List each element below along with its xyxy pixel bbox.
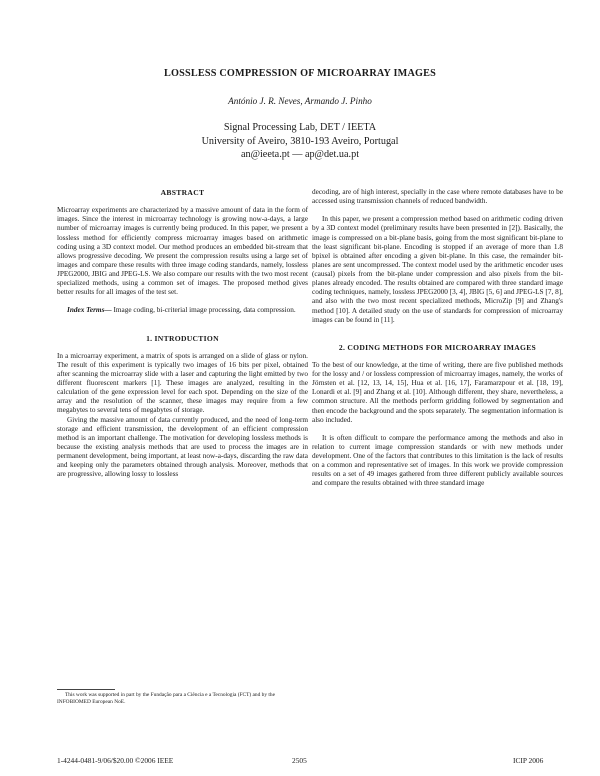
paper-title: LOSSLESS COMPRESSION OF MICROARRAY IMAGES bbox=[164, 68, 436, 79]
introduction-heading: 1. INTRODUCTION bbox=[146, 333, 219, 343]
affiliation-block bbox=[0, 121, 600, 162]
affiliation-emails: an@ieeta.pt — ap@det.ua.pt bbox=[240, 149, 360, 160]
footer-copyright: 1-4244-0481-9/06/$20.00 ©2006 IEEE bbox=[57, 756, 174, 765]
intro-paragraph-1: In a microarray experiment, a matrix of spots is arranged on a slide of glass or nylon. The result of this experiment is typically two images of 16 bits per pixel, obtained after scanning the microarray slide with a laser and capturing the light emitted by two different fluorescent markers [1]. These images are analyzed, resulting in the calculation of the gene expression level for each spot. Depending on the size of the array and the resolution of the scanner, these images may require from a few megabytes to several tens of megabytes of storage. bbox=[57, 351, 308, 415]
affiliation-university: University of Aveiro, 3810-193 Aveiro, Portugal bbox=[201, 135, 399, 147]
abstract-heading: ABSTRACT bbox=[160, 188, 205, 197]
section-2-heading: 2. CODING METHODS FOR MICROARRAY IMAGES bbox=[338, 342, 537, 352]
right-paragraph-0: decoding, are of high interest, specially in the case where remote databases have to be accessed using transmission channels of reduced bandwidth. bbox=[312, 188, 563, 206]
index-terms-text: Image coding, bi-criterial image processing, data compression. bbox=[111, 306, 296, 315]
abstract-text: Microarray experiments are characterized by a massive amount of data in the form of images. Since the interest in microarray technology is growing now-a-days, a large number of microarray images is currently being produced. In this paper, we present a lossless method for efficiently compress microarray images based on arithmetic coding using a 3D context model. Our method produces an embedded bit-stream that allows progressive decoding. We present the compression results using a large set of images and compare these results with three image coding standards, namely, lossless JPEG2000, JBIG and JPEG-LS. We also compare our results with the two most recent specialized methods, using a common set of images. The proposed method gives better results for all images of the test set. bbox=[57, 206, 308, 297]
right-paragraph-1: In this paper, we present a compression method based on arithmetic coding driven by a 3D context model (preliminary results have been presented in [2]). Basically, the image is compressed on a bit-plane basis, going from the most significant bit-plane to the least significant bit-plane. Encoding is stopped if an average of more than 1.8 bpixel is obtained after encoding a given bit-plane. In this case, the remainder bit-planes are sent uncompressed. The context model used by the arithmetic encoder uses (causal) pixels from the bit-plane under compression and also pixels from the bit-planes already encoded. The results obtained are compared with three standard image coding techniques, namely, lossless JPEG2000 [3, 4], JBIG [5, 6] and JPEG-LS [7, 8], and also with the two most recent specialized methods, MicroZip [9] and Zhang's method [10]. A detailed study on the use of standards for compression of microarray images can be found in [11]. bbox=[312, 215, 563, 324]
affiliation-lab: Signal Processing Lab, DET / IEETA bbox=[223, 122, 377, 133]
intro-paragraph-2: Giving the massive amount of data currently produced, and the need of long-term storage and efficient transmission, the development of an efficient compression method is an important challenge. The motivation for developing lossless methods is because the existing analysis methods that are used to process the images are in permanent development, being important, at least now-a-days, discarding the raw data and keeping only the parameters obtained through analysis. Moreover, methods that are progressive, allowing lossy to lossless bbox=[57, 415, 308, 479]
index-terms bbox=[57, 306, 308, 315]
section-2-paragraph-1: To the best of our knowledge, at the time of writing, there are five published methods for the lossy and / or lossless compression of microarray images, namely, the works of Jörnsten et al. [12, 13, 14, 15], Hua et al. [16, 17], Faramarzpour et al. [18, 19], Lonardi et al. [9] and Zhang et al. [10]. Although different, they share, nevertheless, a common structure. All the methods perform gridding followed by segmentation and then encode the background and the spots separately. The segmentation information is also included. bbox=[312, 360, 563, 424]
footnote-rule bbox=[57, 689, 115, 690]
right-column bbox=[312, 188, 563, 489]
footnote: This work was supported in part by the Fundação para a Ciência e a Tecnologia (FCT) and by the INFOBIOMED European NoE. bbox=[57, 692, 275, 705]
section-2-paragraph-2: It is often difficult to compare the performance among the methods and also in relation to current image compression standards or with new methods under development. One of the factors that contributes to this limitation is the lack of results on a common and representative set of images. In this work we provide compression results on a set of 49 images gathered from three different publicly available sources and compare the results obtained with three standard image bbox=[312, 433, 563, 488]
footer-page-number: 2505 bbox=[292, 756, 307, 765]
index-terms-label: Index Terms— bbox=[67, 306, 112, 315]
paper-authors: António J. R. Neves, Armando J. Pinho bbox=[228, 96, 372, 106]
footer-conference: ICIP 2006 bbox=[513, 756, 544, 765]
left-column bbox=[57, 188, 308, 479]
